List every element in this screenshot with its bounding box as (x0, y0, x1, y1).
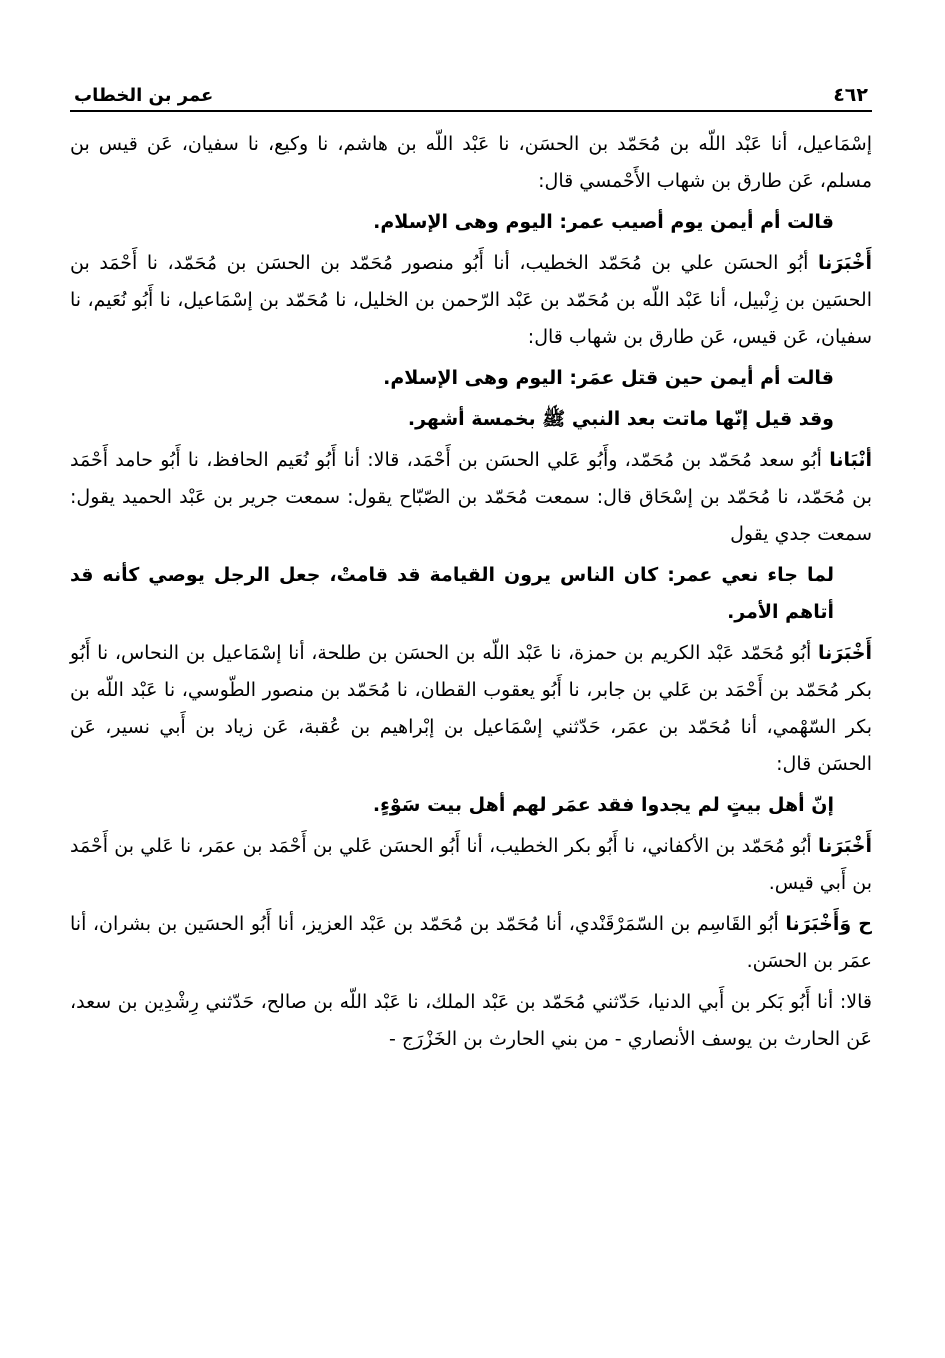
paragraph (70, 984, 872, 1058)
paragraph (70, 442, 872, 553)
paragraph-text: قالت أم أيمن يوم أصيب عمر: اليوم وهى الإسلام. (373, 211, 834, 233)
paragraph (70, 245, 872, 356)
paragraph (70, 126, 872, 200)
paragraph (70, 204, 872, 241)
paragraph-text: إنّ أهل بيتٍ لم يجدوا فقد عمَر لهم أهل بيت سَوْءٍ. (372, 794, 834, 816)
book-page (70, 78, 872, 1062)
paragraph-lead: أَخْبَرَنا (817, 252, 872, 274)
paragraph (70, 787, 872, 824)
paragraph-text: وقد قيل إنّها ماتت بعد النبي ﷺ بخمسة أشهر. (407, 408, 834, 430)
paragraph-lead: أَخْبَرَنا (817, 835, 872, 857)
page-header (70, 78, 872, 112)
paragraph (70, 557, 872, 631)
paragraph-text: أبُو الحسَن علي بن مُحَمّد الخطيب، أنا أَبُو منصور مُحَمّد بن الحسَن بن مُحَمّد، نا أَحْمَد بن الحسَين بن زِنْبيل، أنا عَبْد اللّه بن مُحَمّد بن عَبْد الرّحمن بن الخليل، نا مُحَمّد بن إسْمَاعيل، نا أَبُو نُعَيم، نا سفيان، عَن قيس، عَن طارق بن شهاب قال: (70, 252, 872, 348)
paragraph-lead: ح وَأَخْبَرَنا (785, 913, 872, 935)
paragraph-text: قالا: أنا أَبُو بَكر بن أَبي الدنيا، حَدّثني مُحَمّد بن عَبْد الملك، نا عَبْد اللّه بن صالح، حَدّثني رِشْدِين بن سعد، عَن الحارث بن يوسف الأنصاري - من بني الحارث بن الخَزْرَج - (70, 991, 872, 1050)
page-content (70, 126, 872, 1058)
paragraph (70, 828, 872, 902)
paragraph-lead: أنْبَانا (829, 449, 872, 471)
paragraph-text: أبُو سعد مُحَمّد بن مُحَمّد، وأَبُو عَلي الحسَن بن أَحْمَد، قالا: أنا أَبُو نُعَيم الحافظ، نا أَبُو حامد أَحْمَد بن مُحَمّد، نا مُحَمّد بن إسْحَاق قال: سمعت مُحَمّد بن الصّبّاح يقول: سمعت جرير بن عَبْد الحميد يقول: سمعت جدي يقول (70, 449, 872, 545)
paragraph-text: قالت أم أيمن حين قتل عمَر: اليوم وهى الإسلام. (383, 367, 834, 389)
paragraph-text: أبُو مُحَمّد عَبْد الكريم بن حمزة، نا عَبْد اللّه بن الحسَن بن طلحة، أنا إسْمَاعيل بن النحاس، نا أَبُو بكر مُحَمّد بن أَحْمَد بن عَلي بن جابر، نا أَبُو يعقوب القطان، نا مُحَمّد بن منصور الطّوسي، نا عَبْد اللّه بن بكر السّهْمي، أنا مُحَمّد بن عمَر، حَدّثني إسْمَاعيل بن إبْراهيم بن عُقبة، عَن زياد بن أَبي نسير، عَن الحسَن قال: (70, 642, 872, 775)
paragraph (70, 360, 872, 397)
paragraph-text: أبُو مُحَمّد بن الأكفاني، نا أَبُو بكر الخطيب، أنا أَبُو الحسَن عَلي بن أَحْمَد بن عمَر، نا عَلي بن أَحْمَد بن أَبي قيس. (70, 835, 872, 894)
paragraph (70, 906, 872, 980)
paragraph (70, 635, 872, 783)
page-number: ٤٦٢ (833, 84, 868, 106)
paragraph-text: أبُو القَاسِم بن السّمَرْقَنْدي، أنا مُحَمّد بن مُحَمّد بن عَبْد العزيز، أنا أَبُو الحسَين بن بشران، أنا عمَر بن الحسَن. (70, 913, 872, 972)
paragraph-lead: أَخْبَرَنا (817, 642, 872, 664)
paragraph-text: لما جاء نعي عمر: كان الناس يرون القيامة قد قامتْ، جعل الرجل يوصي كأنه قد أتاهم الأمر. (70, 564, 834, 623)
paragraph (70, 401, 872, 438)
paragraph-text: إسْمَاعيل، أنا عَبْد اللّه بن مُحَمّد بن الحسَن، نا عَبْد اللّه بن هاشم، نا وكيع، نا سفيان، عَن قيس بن مسلم، عَن طارق بن شهاب الأَحْمسي قال: (70, 133, 872, 192)
running-title: عمر بن الخطاب (74, 85, 214, 106)
